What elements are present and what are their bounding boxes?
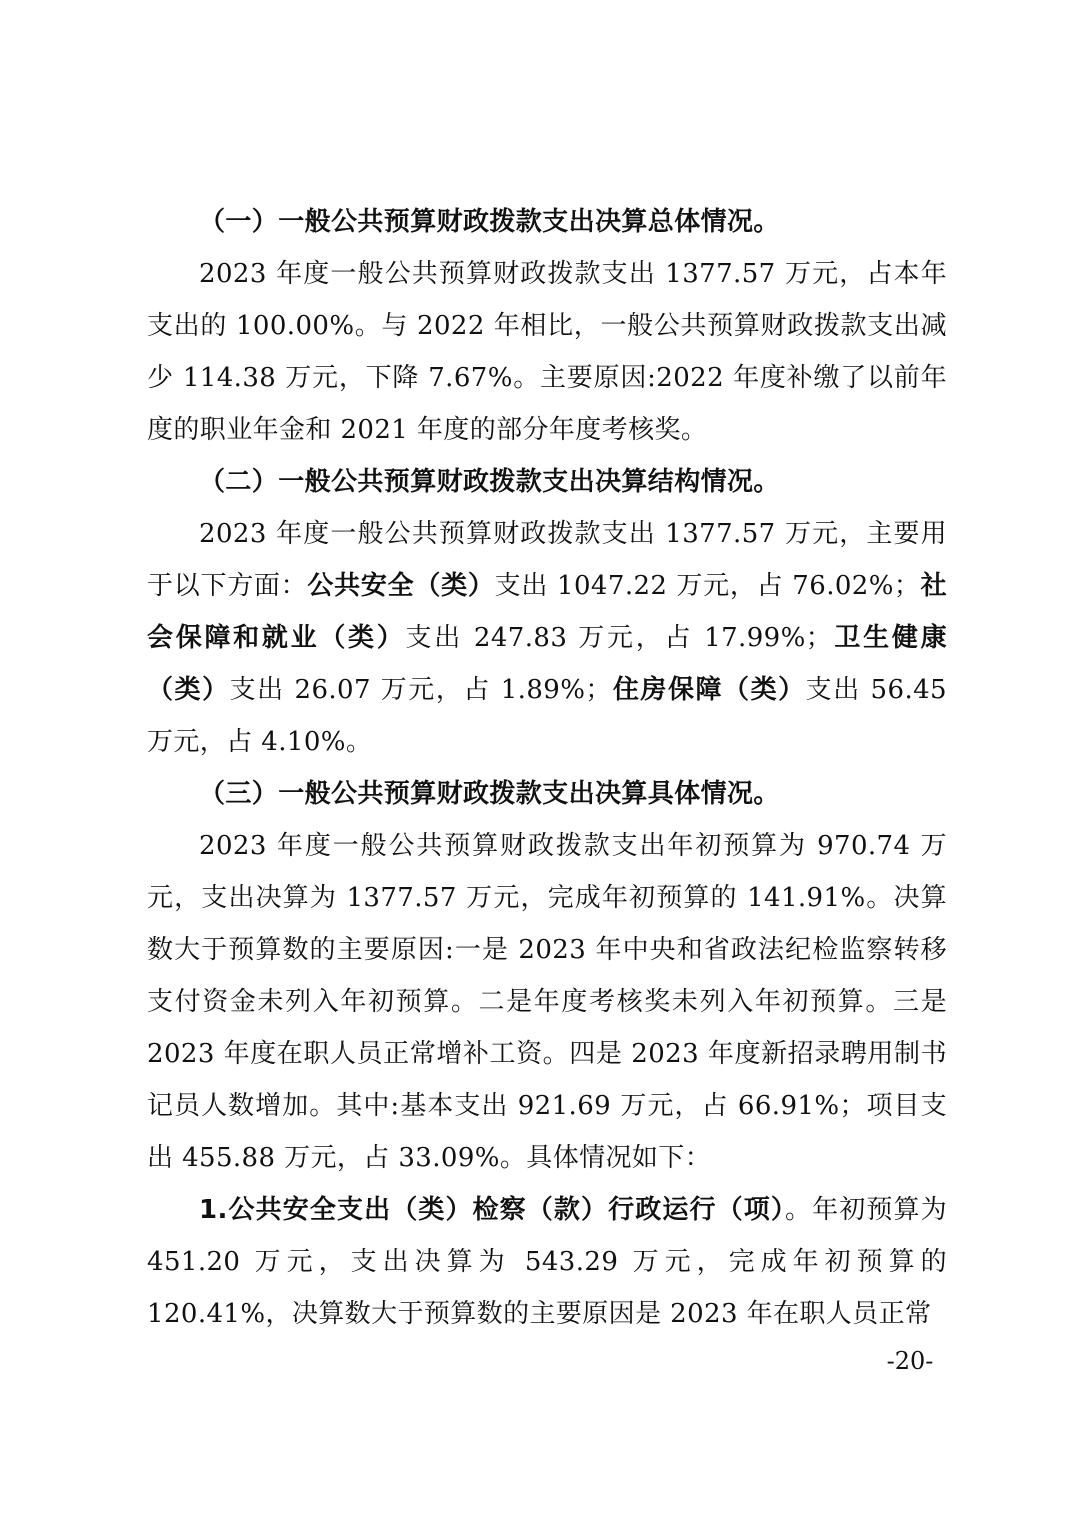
item-1-text: 。年初预算为 451.20 万元，支出决算为 543.29 万元，完成年初预算的 120.41%，决算数大于预算数的主要原因是 2023 年在职人员正常	[147, 1195, 947, 1329]
section-paragraph-3: 2023 年度一般公共预算财政拨款支出年初预算为 970.74 万元，支出决算为 1377.57 万元，完成年初预算的 141.91%。决算数大于预算数的主要原因:一是 2023 年中央和省政法纪检监察转移支付资金未列入年初预算。二是年度考核奖未列入年初预算。三是 2023 年度在职人员正常增补工资。四是 2023 年度新招录聘用制书记员人数增加。其中:基本支出 921.69 万元，占 66.91%；项目支出 455.88 万元，占 33.09%。具体情况如下：	[147, 831, 947, 1173]
structure-intro: 2023 年度一般公共预算财政拨款支出 1377.57 万元，主要用于以下方面：	[147, 519, 947, 601]
category-health: 卫生健康（类）	[147, 623, 947, 705]
item-1-title: 1.公共安全支出（类）检察（款）行政运行（项）	[199, 1195, 785, 1225]
category-social-security: 社会保障和就业（类）	[147, 571, 947, 653]
category-housing-value: 支出 56.45 万元，占 4.10%。	[147, 675, 947, 757]
section-heading-1: （一）一般公共预算财政拨款支出决算总体情况。	[199, 207, 780, 237]
category-health-value: 支出 26.07 万元，占 1.89%；	[229, 675, 612, 705]
page-content	[147, 196, 947, 1340]
section-paragraph-2	[147, 508, 947, 768]
item-1-paragraph	[147, 1184, 947, 1340]
category-housing: 住房保障（类）	[611, 675, 806, 705]
page-number: -20-	[886, 1347, 934, 1375]
section-heading-3: （三）一般公共预算财政拨款支出决算具体情况。	[199, 779, 780, 809]
section-heading-2: （二）一般公共预算财政拨款支出决算结构情况。	[199, 467, 780, 497]
category-public-security-value: 支出 1047.22 万元，占 76.02%；	[494, 571, 921, 601]
category-social-security-value: 支出 247.83 万元，占 17.99%；	[405, 623, 833, 653]
section-paragraph-1: 2023 年度一般公共预算财政拨款支出 1377.57 万元，占本年支出的 100.00%。与 2022 年相比，一般公共预算财政拨款支出减少 114.38 万元，下降 7.67%。主要原因:2022 年度补缴了以前年度的职业年金和 2021 年度的部分年度考核奖。	[147, 259, 947, 445]
category-public-security: 公共安全（类）	[307, 571, 495, 601]
